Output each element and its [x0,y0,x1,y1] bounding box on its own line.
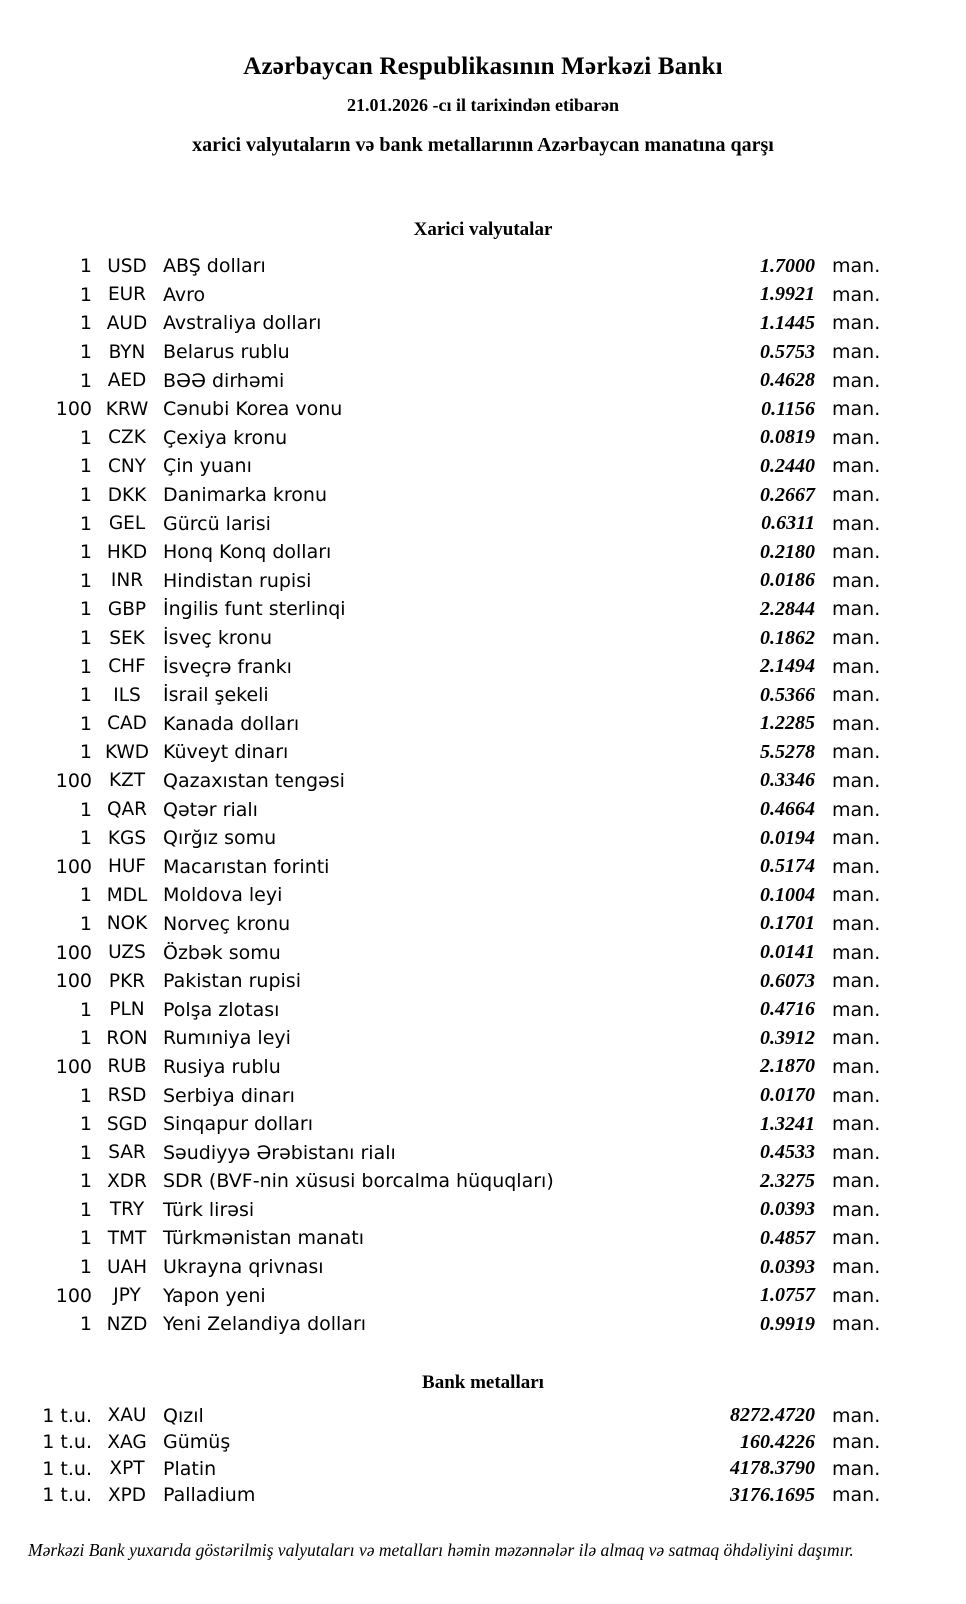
currency-code-cell: UAH [106,1256,148,1278]
quantity-cell: 1 [79,912,92,935]
currency-name-cell: SDR (BVF-nin xüsusi borcalma hüquqları) [163,1170,554,1193]
table-row [0,1138,881,1167]
table-row [0,710,881,739]
currency-code-cell: AED [107,370,147,392]
currency-code-cell: SEK [109,627,145,649]
quantity-cell: 100 [55,1284,92,1307]
currency-code-cell: TRY [109,1199,145,1221]
quantity-cell: 100 [55,970,92,993]
rate-cell: 0.4716 [760,998,815,1021]
currency-code-cell: KRW [105,398,149,420]
unit-cell: man. [832,341,881,364]
rate-cell: 0.0186 [760,569,815,592]
currency-name-cell: Qızıl [163,1404,204,1427]
unit-cell: man. [832,512,881,535]
currency-name-cell: ABŞ dolları [163,255,266,278]
table-row [0,452,881,481]
currency-name-cell: İsveçrə frankı [163,655,292,678]
rate-cell: 0.1004 [760,883,815,906]
quantity-cell: 1 [79,369,92,392]
quantity-cell: 1 [79,598,92,621]
table-row [0,1167,881,1196]
quantity-cell: 100 [55,1055,92,1078]
page-subtitle: xarici valyutaların və bank metallarının Azərbaycan manatına qarşı [192,134,774,156]
table-row [0,366,881,395]
currency-name-cell: Platin [163,1457,217,1480]
table-row [0,395,881,424]
quantity-cell: 1 [79,484,92,507]
table-row [0,738,881,767]
table-row [0,1053,881,1082]
unit-cell: man. [832,655,881,678]
currency-code-cell: XPT [109,1458,145,1480]
currency-name-cell: Moldova leyi [163,884,283,907]
rate-cell: 0.6073 [760,969,815,992]
currency-code-cell: EUR [107,284,147,306]
table-row [0,1196,881,1225]
rate-cell: 0.3346 [760,769,815,792]
currency-name-cell: Çin yuanı [163,455,252,478]
table-row [0,881,881,910]
currency-code-cell: UZS [108,942,146,964]
table-row [0,1456,881,1483]
rate-cell: 2.1494 [760,655,815,678]
currency-name-cell: Avstraliya dolları [163,312,322,335]
page-title: Azərbaycan Respublikasının Mərkəzi Bankı [243,53,723,80]
unit-cell: man. [832,1055,881,1078]
currency-name-cell: Çexiya kronu [163,426,288,449]
rate-cell: 0.1701 [760,912,815,935]
currency-code-cell: ILS [113,684,141,706]
currency-code-cell: KWD [104,741,149,763]
rate-cell: 0.4628 [760,369,815,392]
quantity-cell: 1 [79,655,92,678]
rate-cell: 8272.4720 [730,1404,815,1427]
unit-cell: man. [832,484,881,507]
quantity-cell: 1 [79,712,92,735]
unit-cell: man. [832,684,881,707]
quantity-cell: 1 [79,998,92,1021]
currency-name-cell: Gürcü larisi [163,512,271,535]
table-row [0,767,881,796]
currency-name-cell: Ukrayna qrivnası [163,1256,324,1279]
unit-cell: man. [832,1227,881,1250]
unit-cell: man. [832,1431,881,1454]
quantity-cell: 1 [79,1113,92,1136]
currency-code-cell: XPD [107,1484,147,1506]
unit-cell: man. [832,283,881,306]
rate-cell: 1.1445 [760,311,815,334]
unit-cell: man. [832,1404,881,1427]
quantity-cell: 1 [79,541,92,564]
rate-cell: 0.0141 [760,941,815,964]
currency-code-cell: NZD [106,1313,148,1335]
table-row [0,1403,881,1430]
table-row [0,1429,881,1456]
rate-cell: 1.2285 [760,712,815,735]
currency-name-cell: Qazaxıstan tengəsi [163,769,345,792]
currency-name-cell: Rusiya rublu [163,1055,281,1078]
quantity-cell: 100 [55,855,92,878]
currency-name-cell: İsveç kronu [163,627,273,650]
quantity-cell: 1 [79,1141,92,1164]
rate-cell: 0.5753 [760,340,815,363]
table-row [0,938,881,967]
currency-code-cell: NOK [106,913,148,935]
currency-name-cell: Yeni Zelandiya dolları [163,1313,367,1336]
currency-code-cell: JPY [113,1285,141,1307]
unit-cell: man. [832,627,881,650]
rate-cell: 5.5278 [760,740,815,763]
effective-date-line: 21.01.2026 -cı il tarixindən etibarən [347,95,619,115]
currency-code-cell: RSD [107,1085,147,1107]
rate-cell: 2.2844 [760,597,815,620]
currency-code-cell: PLN [109,999,145,1021]
currency-code-cell: TMT [107,1227,147,1249]
unit-cell: man. [832,941,881,964]
rate-cell: 3176.1695 [730,1483,815,1506]
table-row [0,795,881,824]
currency-name-cell: Rumıniya leyi [163,1027,291,1050]
currency-code-cell: RON [106,1027,148,1049]
unit-cell: man. [832,1084,881,1107]
unit-cell: man. [832,541,881,564]
table-row [0,567,881,596]
table-row [0,1224,881,1253]
rate-cell: 0.1156 [761,397,815,420]
quantity-cell: 1 t.u. [42,1457,92,1480]
currency-name-cell: Serbiya dinarı [163,1084,295,1107]
unit-cell: man. [832,884,881,907]
unit-cell: man. [832,912,881,935]
currency-name-cell: Səudiyyə Ərəbistanı rialı [163,1141,396,1164]
rate-cell: 0.0393 [760,1255,815,1278]
quantity-cell: 1 [79,1256,92,1279]
currency-code-cell: XAG [107,1431,147,1453]
unit-cell: man. [832,1457,881,1480]
unit-cell: man. [832,1113,881,1136]
currency-name-cell: Qırğız somu [163,827,277,850]
rate-cell: 1.7000 [760,254,815,277]
table-row [0,1024,881,1053]
quantity-cell: 100 [55,398,92,421]
table-row [0,1253,881,1282]
quantity-cell: 1 [79,627,92,650]
currency-code-cell: CAD [107,713,147,735]
currency-name-cell: BƏƏ dirhəmi [163,369,285,392]
unit-cell: man. [832,970,881,993]
currency-name-cell: Polşa zlotası [163,998,280,1021]
quantity-cell: 100 [55,941,92,964]
currency-code-cell: SAR [108,1142,146,1164]
currency-code-cell: KZT [108,770,146,792]
table-row [0,309,881,338]
rate-cell: 2.3275 [760,1169,815,1192]
currency-name-cell: Sinqapur dolları [163,1113,314,1136]
rate-cell: 0.0194 [760,826,815,849]
table-row [0,967,881,996]
footer-disclaimer: Mərkəzi Bank yuxarıda göstərilmiş valyutaları və metalları həmin məzənnələr ilə almaq və satmaq öhdəliyini daşımır. [28,1539,854,1560]
currency-code-cell: SGD [106,1113,148,1135]
quantity-cell: 1 t.u. [42,1404,92,1427]
currency-code-cell: GEL [108,513,146,535]
rate-cell: 0.4664 [760,798,815,821]
quantity-cell: 1 [79,798,92,821]
currency-name-cell: Kanada dolları [163,712,300,735]
rate-cell: 1.9921 [760,283,815,306]
table-row [0,995,881,1024]
unit-cell: man. [832,1284,881,1307]
currency-name-cell: Cənubi Korea vonu [163,398,343,421]
currency-name-cell: Qətər rialı [163,798,258,821]
currency-code-cell: HKD [106,541,148,563]
quantity-cell: 1 t.u. [42,1431,92,1454]
quantity-cell: 1 [79,741,92,764]
currency-code-cell: RUB [107,1056,147,1078]
table-row [0,338,881,367]
quantity-cell: 1 [79,1027,92,1050]
table-row [0,681,881,710]
currency-name-cell: Türk lirəsi [163,1198,255,1221]
unit-cell: man. [832,426,881,449]
quantity-cell: 1 [79,426,92,449]
currencies-section-title: Xarici valyutalar [413,219,553,240]
rate-cell: 2.1870 [760,1055,815,1078]
currency-name-cell: Danimarka kronu [163,484,328,507]
table-row [0,1281,881,1310]
metals-section-title: Bank metalları [422,1371,544,1393]
unit-cell: man. [832,255,881,278]
rate-cell: 0.4857 [760,1226,815,1249]
currency-code-cell: CNY [107,455,147,477]
table-row [0,1310,881,1339]
quantity-cell: 1 [79,255,92,278]
quantity-cell: 1 t.u. [42,1484,92,1507]
unit-cell: man. [832,569,881,592]
table-row [0,652,881,681]
table-row [0,481,881,510]
table-row [0,509,881,538]
unit-cell: man. [832,1484,881,1507]
quantity-cell: 1 [79,1313,92,1336]
quantity-cell: 1 [79,684,92,707]
quantity-cell: 1 [79,312,92,335]
unit-cell: man. [832,741,881,764]
table-row [0,910,881,939]
currency-name-cell: Pakistan rupisi [163,970,301,993]
currency-code-cell: XDR [107,1170,147,1192]
quantity-cell: 1 [79,1198,92,1221]
currency-name-cell: Norveç kronu [163,912,291,935]
rate-cell: 0.0393 [760,1198,815,1221]
quantity-cell: 1 [79,1170,92,1193]
quantity-cell: 1 [79,827,92,850]
currency-name-cell: Palladium [163,1484,256,1507]
currency-code-cell: BYN [108,341,146,363]
quantity-cell: 1 [79,569,92,592]
table-row [0,281,881,310]
currency-code-cell: XAU [107,1405,147,1427]
unit-cell: man. [832,455,881,478]
unit-cell: man. [832,1141,881,1164]
table-row [0,1482,881,1509]
currency-code-cell: CZK [108,427,146,449]
rate-cell: 0.4533 [760,1141,815,1164]
unit-cell: man. [832,769,881,792]
rate-cell: 4178.3790 [730,1457,815,1480]
currency-code-cell: CHF [108,656,146,678]
currency-code-cell: DKK [107,484,147,506]
quantity-cell: 1 [79,512,92,535]
unit-cell: man. [832,1198,881,1221]
currency-name-cell: Belarus rublu [163,341,290,364]
rate-cell: 0.2180 [760,540,815,563]
quantity-cell: 1 [79,1227,92,1250]
quantity-cell: 1 [79,884,92,907]
unit-cell: man. [832,712,881,735]
currency-name-cell: Macarıstan forinti [163,855,330,878]
currency-name-cell: Avro [163,283,206,306]
table-row [0,595,881,624]
currency-name-cell: Türkmənistan manatı [163,1227,365,1250]
currency-rates-table [0,252,881,1339]
rate-cell: 0.9919 [760,1312,815,1335]
rate-cell: 0.3912 [760,1026,815,1049]
rate-cell: 0.2440 [760,454,815,477]
currency-code-cell: AUD [106,312,148,334]
currency-code-cell: MDL [106,884,148,906]
rate-cell: 0.5174 [760,855,815,878]
currency-name-cell: Küveyt dinarı [163,741,289,764]
rate-cell: 1.3241 [760,1112,815,1135]
currency-name-cell: İngilis funt sterlinqi [163,598,346,621]
unit-cell: man. [832,1170,881,1193]
rate-cell: 160.4226 [740,1430,815,1453]
table-row [0,252,881,281]
currency-code-cell: USD [107,255,147,277]
currency-name-cell: İsrail şekeli [163,684,269,707]
table-row [0,424,881,453]
table-row [0,824,881,853]
quantity-cell: 100 [55,769,92,792]
currency-name-cell: Özbək somu [163,941,281,964]
unit-cell: man. [832,855,881,878]
unit-cell: man. [832,1313,881,1336]
quantity-cell: 1 [79,283,92,306]
currency-code-cell: QAR [106,799,148,821]
unit-cell: man. [832,598,881,621]
currency-name-cell: Honq Konq dolları [163,541,332,564]
currency-name-cell: Hindistan rupisi [163,569,312,592]
table-row [0,538,881,567]
quantity-cell: 1 [79,1084,92,1107]
table-row [0,1081,881,1110]
rate-cell: 0.0819 [760,426,815,449]
metal-rates-table [0,1403,881,1509]
table-row [0,1110,881,1139]
currency-code-cell: GBP [107,598,147,620]
quantity-cell: 1 [79,455,92,478]
rate-cell: 0.1862 [760,626,815,649]
unit-cell: man. [832,998,881,1021]
unit-cell: man. [832,1027,881,1050]
unit-cell: man. [832,398,881,421]
currency-code-cell: KGS [107,827,147,849]
currency-code-cell: INR [110,570,144,592]
rate-cell: 0.5366 [760,683,815,706]
rate-cell: 0.2667 [760,483,815,506]
currency-name-cell: Yapon yeni [163,1284,266,1307]
unit-cell: man. [832,827,881,850]
unit-cell: man. [832,1256,881,1279]
rate-cell: 0.0170 [760,1084,815,1107]
currency-name-cell: Gümüş [163,1431,231,1454]
rate-cell: 1.0757 [760,1284,815,1307]
unit-cell: man. [832,369,881,392]
table-row [0,624,881,653]
currency-code-cell: HUF [107,856,147,878]
unit-cell: man. [832,798,881,821]
unit-cell: man. [832,312,881,335]
rate-cell: 0.6311 [761,512,815,535]
quantity-cell: 1 [79,341,92,364]
currency-code-cell: PKR [108,970,146,992]
table-row [0,852,881,881]
